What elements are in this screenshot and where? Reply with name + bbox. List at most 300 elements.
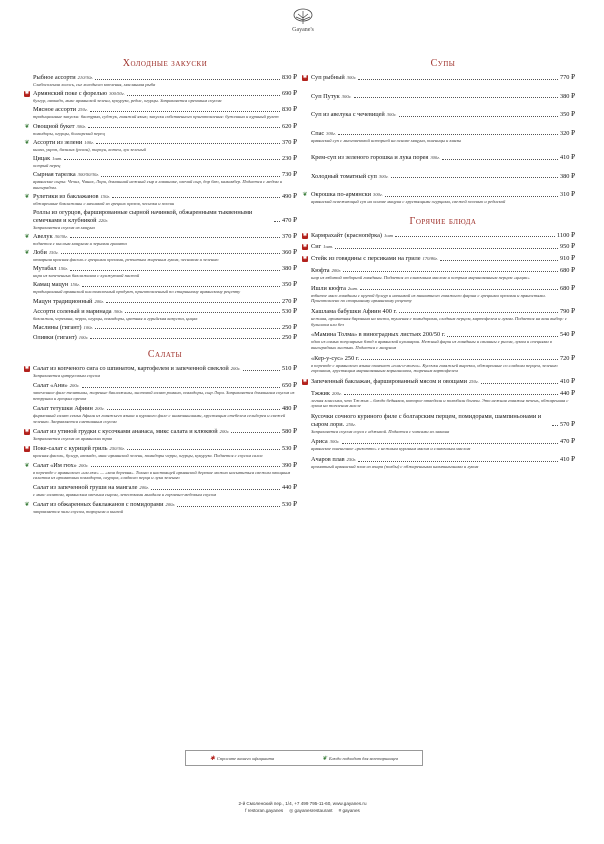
menu-item-line — [33, 382, 297, 390]
menu-item-price: 470 ₽ — [281, 216, 297, 224]
menu-item-line — [33, 462, 297, 470]
menu-item-name: Рыбное ассорти 210/30г. — [33, 74, 94, 81]
menu-item-line — [33, 139, 297, 147]
footer — [180, 800, 425, 814]
menu-item-weight: 100г. — [78, 334, 89, 340]
menu-item-price: 410 ₽ — [559, 154, 575, 162]
menu-item-name: Мясное ассорти 250г. — [33, 106, 88, 114]
menu-item-description: традиционный армянский кисломолочный продукт, приготовленный по старинному армянскому рецепту — [33, 289, 241, 295]
menu-item — [33, 298, 297, 306]
menu-item-weight: 300г. — [430, 155, 441, 161]
menu-item-weight: 300г. — [378, 173, 389, 179]
menu-item — [33, 265, 297, 279]
leader-dots — [243, 370, 280, 371]
leader-dots — [344, 394, 558, 395]
menu-item-description: армянское пшеничное «ризотто» с нежным куриным мясом и сливочным маслом — [311, 446, 471, 452]
menu-item-price: 770 ₽ — [559, 74, 575, 81]
menu-item-price: 350 ₽ — [559, 111, 575, 118]
menu-item-price: 690 ₽ — [281, 90, 297, 98]
menu-item-price: 410 ₽ — [559, 456, 575, 464]
menu-item-description: булгур, авокадо, микс армянской зелени, кукуруза, редис, огурцы. Заправляется ореховым соусом — [33, 98, 222, 104]
menu-item-price: 570 ₽ — [559, 420, 575, 428]
menu-item-weight: 200г. — [69, 383, 80, 389]
leaf-icon: ❦ — [321, 755, 328, 762]
menu-item — [311, 93, 575, 101]
leader-dots — [442, 159, 558, 160]
menu-item-description: отварная красная фасоль с грецкими орехами, репчатым жареным луком, чесноком и зеленью — [33, 256, 219, 262]
instagram-link[interactable]: ◎ gayanesrestaurant — [289, 808, 333, 813]
menu-item — [311, 331, 575, 350]
menu-item-line — [311, 308, 575, 316]
menu-item — [24, 248, 297, 263]
menu-item — [24, 427, 297, 442]
menu-item-price: 580 ₽ — [281, 427, 297, 435]
leader-dots — [385, 196, 558, 197]
menu-item-price: 530 ₽ — [281, 307, 297, 315]
menu-item-weight: 300/50г. — [109, 91, 125, 97]
menu-item-name: Овощной букет 300г. — [33, 122, 87, 130]
menu-item — [311, 285, 575, 304]
leaf-icon: ❦ — [24, 233, 30, 240]
menu-item-name: Оливки (гигант) 100г. — [33, 333, 89, 341]
leaf-icon: ❦ — [24, 139, 30, 146]
leader-dots — [107, 409, 280, 410]
menu-item-line — [33, 249, 297, 257]
menu-item-description: Заправляется соусом соуса с аджикой. Подается с чипсами из лаваша — [311, 428, 450, 434]
menu-item-name: Лоби 150г. — [33, 248, 59, 256]
menu-item — [33, 155, 297, 169]
leader-dots — [399, 116, 558, 117]
menu-item-description: подается с кислым мацуном и зернами граната — [33, 240, 127, 246]
menu-item-name: Окрошка по-армянски 300г. — [311, 191, 383, 199]
menu-item-name: Рулетики из баклажанов 150г. — [33, 192, 111, 200]
menu-item-name: Кармрахайт (краснопёрка) 1шт — [311, 231, 394, 239]
menu-item-line — [311, 232, 575, 240]
menu-item-weight: 200г. — [94, 298, 105, 304]
menu-item-price: 360 ₽ — [281, 248, 297, 256]
menu-item-line — [33, 106, 297, 114]
legend-veg-text: Блюдо подходит для вегетарианцев — [329, 755, 399, 761]
menu-item-line — [33, 334, 297, 342]
menu-item-weight: 300г. — [386, 112, 397, 117]
menu-item-line — [33, 90, 297, 98]
menu-item-price: 440 ₽ — [281, 484, 297, 492]
menu-item-weight: 210/30г. — [77, 75, 94, 80]
menu-item-weight: 200г. — [165, 502, 176, 508]
menu-item-description: баклажан, черемша, черри, огурцы, помидоры, цветная и гурийская капуста, цицак — [33, 315, 198, 321]
chef-mark-icon: ✱ — [24, 91, 30, 97]
leader-dots — [358, 79, 557, 80]
menu-item — [33, 324, 297, 332]
chef-mark-icon: ✱ — [24, 366, 30, 372]
leaf-icon: ❦ — [24, 462, 30, 469]
leader-dots — [125, 312, 280, 313]
leader-dots — [64, 159, 280, 160]
legend-chef-text: Спросите вашего официанта — [216, 755, 275, 761]
menu-item — [302, 191, 575, 205]
social-links — [180, 807, 425, 814]
menu-item-line — [311, 267, 575, 275]
menu-item-description: заправляется чили соусом, тархуном и кинзой — [33, 509, 124, 515]
menu-item — [311, 154, 575, 162]
menu-item-weight: 170/80г. — [422, 256, 439, 262]
menu-item — [24, 90, 297, 104]
menu-item — [33, 74, 297, 88]
menu-item — [302, 74, 575, 82]
legend-veg — [322, 755, 398, 762]
menu-item-line — [311, 74, 575, 82]
legend-chef — [210, 755, 274, 762]
menu-item-description: Заправляется цитрусовым соусом — [33, 373, 100, 379]
menu-item-weight: 150г. — [100, 193, 111, 199]
menu-item-line — [311, 285, 575, 293]
chef-mark-icon: ✱ — [24, 428, 30, 434]
menu-item-weight: 300г. — [76, 123, 87, 129]
menu-item-description: кинза, укроп, базилик (реган), тархун, котем, лук зеленый — [33, 146, 146, 152]
menu-item-name: Маслины (гигант) 100г. — [33, 323, 94, 331]
menu-item-name: Салат «Им гюх» 200г. — [33, 461, 89, 469]
leader-dots — [127, 449, 280, 450]
menu-item-line — [33, 209, 297, 224]
menu-item-line — [33, 428, 297, 436]
menu-item-weight: 1шт — [384, 232, 394, 238]
menu-item-line — [33, 193, 297, 201]
menu-item-price: 350 ₽ — [281, 281, 297, 289]
menu-item-line — [33, 74, 297, 82]
leader-dots — [106, 302, 280, 303]
menu-item-weight: 200г. — [219, 428, 230, 434]
menu-item-price: 470 ₽ — [559, 438, 575, 446]
menu-item-line — [311, 390, 575, 398]
menu-item-name: Салат из копченого сига со шпинатом, картофелем и запеченной свеклой 200г. — [33, 365, 241, 373]
menu-item — [33, 209, 297, 230]
menu-item — [33, 281, 297, 295]
menu-item-description: шар из взбитой отборной говядины. Подается со сливочным маслом и острым маринованным перцем «цицак» — [311, 274, 530, 280]
menu-item-weight: 200г. — [78, 462, 89, 468]
menu-item-price: 510 ₽ — [281, 365, 297, 373]
menu-item-name: Ачаров плав 250г. — [311, 456, 357, 464]
menu-item — [311, 413, 575, 434]
menu-item-description: острый перец — [33, 162, 61, 168]
menu-item — [24, 461, 297, 481]
menu-item-name: Роллы из огурцов, фаршированные сырной начинкой, обжаренными тыквенными семечками и клубникой 220г. — [33, 209, 253, 224]
menu-item-line — [311, 438, 575, 446]
menu-item-name: Крем-суп из зеленого горошка и лука порея 300г. — [311, 154, 441, 162]
menu-item-price: 380 ₽ — [281, 265, 297, 273]
menu-item-price: 370 ₽ — [281, 138, 297, 146]
leader-dots — [440, 260, 558, 261]
menu-item-description: обжаренные баклажаны с начинкой из грецких орехов, чеснока и зелени — [33, 200, 175, 206]
menu-item — [302, 255, 575, 263]
leader-dots — [90, 111, 280, 112]
menu-item — [24, 365, 297, 379]
menu-item — [24, 501, 297, 515]
menu-item-line — [311, 111, 575, 119]
menu-item-price: 530 ₽ — [281, 444, 297, 452]
menu-item — [302, 243, 575, 251]
menu-item-price: 370 ₽ — [281, 232, 297, 240]
menu-item-name: Ариса 300г. — [311, 438, 340, 446]
menu-item — [311, 308, 575, 327]
leader-dots — [82, 286, 280, 287]
cold-appetizers-list — [24, 74, 297, 341]
leaf-icon: ❦ — [24, 502, 30, 509]
menu-item-line — [311, 130, 575, 138]
menu-item-line — [311, 355, 575, 363]
menu-item-description: икра из запеченных баклажанов с кунжутной пастой — [33, 273, 140, 279]
hashtag-link[interactable]: # gayanes — [338, 808, 360, 813]
menu-item-weight: 250г. — [346, 421, 356, 427]
menu-item-price: 270 ₽ — [281, 297, 297, 305]
menu-item-name: Авелук 30/30г. — [33, 232, 68, 240]
leader-dots — [361, 359, 558, 360]
leader-dots — [82, 387, 280, 388]
menu-item-weight: 300г. — [113, 308, 124, 314]
menu-item-price: 480 ₽ — [281, 404, 297, 412]
menu-item-line — [33, 233, 297, 241]
menu-item-price: 380 ₽ — [559, 172, 575, 180]
leader-dots — [88, 127, 280, 128]
menu-item-description: красная фасоль, булгур, авокадо, микс армянской зелени, помидоры черри, огурцы, кукуруза. Подается с соусом салса — [33, 452, 263, 458]
menu-item-price: 790 ₽ — [559, 307, 575, 315]
menu-item-name: Хашлама бабушки Афиин 400 г. — [311, 307, 397, 315]
leader-dots — [177, 506, 280, 507]
menu-item-line — [33, 281, 297, 289]
menu-item-name: Салат тетушки Афиин 200г. — [33, 404, 105, 412]
menu-item-price: 320 ₽ — [559, 129, 575, 137]
menu-item-line — [33, 265, 297, 273]
menu-item-description: нежная, ароматная баранина на кости, тушеная с помидорами, сладким перцем, картофелем и луком. Подается на ваш выбор: с бульоном или без — [311, 315, 567, 327]
menu-item — [33, 171, 297, 190]
menu-item-name: Ассорти соленый и маринада 300г. — [33, 307, 124, 315]
menu-item — [302, 231, 575, 240]
leaf-icon: ❦ — [24, 123, 30, 130]
menu-item-price: 950 ₽ — [559, 243, 575, 251]
tree-icon — [292, 8, 314, 26]
menu-item-line — [33, 501, 297, 509]
menu-item-description: одно из самых популярных блюд в армянской кулинарии. Нежный фарш из говядины и свинины с рисом, луком и специями в виноградных листьях. Подается с мацуном — [311, 339, 552, 350]
chef-mark-icon: ✱ — [302, 232, 308, 238]
menu-item-description: запеченное филе телятины, жареные баклажаны, листовой салат романо, помидоры, сыр Лори. Заправляется домашним соусом из петрушки и грецких орехов — [33, 390, 295, 401]
menu-item-price: 680 ₽ — [559, 284, 575, 292]
leader-dots — [95, 79, 280, 80]
menu-item-line — [33, 155, 297, 163]
section-title-soups: Супы — [430, 58, 456, 69]
menu-item-description: взбитое мясо говядины с крупой булгур и начинкой из пикантного говяжьего фарша с грецкими орехами и пряностями. Приготовлено по старинному армянскому рецепту — [311, 292, 546, 304]
menu-item-price: 390 ₽ — [281, 461, 297, 469]
menu-item-name: Мацун традиционный 200г. — [33, 297, 105, 305]
menu-item-name: Цицак 1шт. — [33, 154, 63, 162]
leader-dots — [358, 461, 558, 462]
leaf-icon: ❦ — [24, 193, 30, 200]
menu-item-weight: 100г. — [83, 324, 94, 330]
menu-item-name: Суп из авелука с чечевицей 300г. — [311, 111, 397, 118]
menu-item-name: Кюфта 200г. — [311, 266, 342, 274]
leader-dots — [338, 134, 558, 135]
menu-item-weight: 300г. — [346, 75, 357, 80]
leader-dots — [90, 338, 280, 339]
menu-item-price: 730 ₽ — [281, 171, 297, 179]
menu-item-weight: 30/30г. — [54, 233, 68, 239]
chef-mark-icon: ✱ — [302, 379, 308, 385]
menu-item-price: 250 ₽ — [281, 323, 297, 331]
leader-dots — [127, 95, 280, 96]
menu-item-description: легкая классика, что Тжжик – блюдо бедняков, которое отведали и полюбили богачи. Это нежная говяжья печень, обжаренная с луком на топленом масле — [311, 397, 569, 409]
menu-item — [302, 378, 575, 386]
leader-dots — [354, 97, 558, 98]
menu-item — [33, 308, 297, 322]
leader-dots — [151, 489, 280, 490]
menu-item-price: 830 ₽ — [281, 106, 297, 114]
menu-item-name: Спас 300г. — [311, 129, 336, 137]
menu-item-weight: 200г. — [139, 485, 150, 491]
menu-item-name: «Кер-у-сус» 250 г. — [311, 354, 360, 362]
menu-item — [33, 382, 297, 401]
leader-dots — [112, 197, 280, 198]
menu-item-price: 440 ₽ — [559, 389, 575, 397]
right-column — [302, 58, 575, 474]
leader-dots — [395, 236, 555, 237]
menu-item-line — [33, 484, 297, 492]
menu-item — [24, 138, 297, 153]
menu-item-line — [33, 171, 297, 179]
menu-item-line — [311, 154, 575, 162]
menu-item-price: 380 ₽ — [559, 92, 575, 100]
menu-item-weight: 220г. — [98, 217, 109, 223]
menu-item-description: армянский суп с многовековой историей на основе мацуна, пшеницы и кинзы — [311, 137, 462, 143]
menu-item-description: традиционные закуски: бастурма, суджук, говяжий язык; закуски собственного приготовления: буженина и куриный рулет — [33, 114, 279, 120]
legend — [185, 750, 423, 766]
menu-item-weight: 2шт. — [347, 285, 359, 291]
leader-dots — [335, 248, 558, 249]
menu-item-description: армянский освежающий суп на основе мацуна с хрустящими огурцами, свежей зеленью и редиской — [311, 199, 506, 205]
menu-item-line — [33, 298, 297, 306]
menu-item-description: ароматный армянский плов из ачара (полбы) с обжаренными шампиньонами и луком — [311, 464, 479, 470]
chef-mark-icon: ✱ — [24, 445, 30, 451]
menu-item-name: Ассорти из зелени 100г. — [33, 138, 95, 146]
menu-item-name: Камац мацун 150г. — [33, 281, 80, 289]
menu-item-line — [33, 324, 297, 332]
leader-dots — [274, 221, 280, 222]
menu-item-line — [33, 405, 297, 413]
menu-item-name: Сырная тарелка 300/50/30г. — [33, 171, 100, 179]
menu-item-description: помидоры, огурцы, болгарский перец — [33, 130, 105, 136]
menu-item-weight: 150г. — [70, 282, 80, 288]
chef-mark-icon: ✱ — [302, 244, 308, 250]
soups-list — [302, 74, 575, 205]
menu-item-name: Запеченный баклажан, фаршированный мясом и овощами 250г. — [311, 378, 479, 386]
menu-item-price: 680 ₽ — [559, 266, 575, 274]
menu-item-line — [33, 365, 297, 373]
menu-item-description: в переводе с армянского «им гюх» — «моя деревня». Только в настоящей армянской деревне можно насытиться свежим овощным салатом из ароматных помидоров, огурцов, сладкого перца и лука зеленью — [33, 469, 291, 481]
footer-address: 2-й Смоленский пер., 1/4, +7 499 795-11-60, www.gayanes.ru — [238, 801, 367, 806]
menu-item-name: Салат из утиной грудки с кусочками ананаса, микс салата и клюквой 200г. — [33, 427, 230, 435]
leader-dots — [70, 270, 280, 271]
menu-item-description: фирменный салат семьи Афиин из говяжьего языка и куриного филе с шампиньонами, хрустящим стебелем сельдерея и свежей зеленью. Заправляется сметанным соусом — [33, 412, 286, 424]
menu-item — [311, 130, 575, 144]
menu-item-line — [311, 173, 575, 181]
menu-item-weight: 250г. — [346, 457, 357, 463]
menu-item-price: 720 ₽ — [559, 354, 575, 362]
menu-item-line — [33, 445, 297, 453]
leader-dots — [360, 289, 558, 290]
menu-item — [24, 232, 297, 247]
menu-item-price: 410 ₽ — [559, 378, 575, 386]
menu-item-line — [311, 243, 575, 251]
menu-item — [24, 444, 297, 459]
leader-dots — [343, 271, 558, 272]
menu-item-description: Заправляется соусом из армянских трав — [33, 435, 113, 441]
menu-item-price: 310 ₽ — [559, 191, 575, 199]
menu-item-price: 910 ₽ — [559, 255, 575, 263]
leader-dots — [481, 383, 558, 384]
salads-list — [24, 365, 297, 515]
chef-mark-icon: ✱ — [302, 75, 308, 80]
menu-item-line — [311, 413, 575, 428]
facebook-link[interactable]: f restoran.gayanes — [245, 808, 284, 813]
menu-item-weight: 300г. — [326, 130, 336, 136]
menu-item-description: Заправляется соусом из мацуна — [33, 224, 95, 230]
menu-item-weight: 200г. — [331, 267, 342, 273]
menu-item-name: Армянский поке с форелью 300/50г. — [33, 90, 125, 98]
menu-item-description: с микс салатом, армянским овечьим сыром, лепестками миндаля и горчично-медовым соусом — [33, 492, 217, 498]
leader-dots — [447, 336, 558, 337]
menu-item-name: Суп рыбный 300г. — [311, 74, 357, 81]
menu-item-name: Холодный томатный суп 300г. — [311, 172, 389, 180]
menu-item-weight: 200г. — [331, 390, 342, 396]
menu-item — [311, 390, 575, 409]
section-title-cold: Холодные закуски — [122, 58, 208, 69]
menu-item — [33, 106, 297, 120]
menu-item-line — [311, 255, 575, 263]
menu-item-weight: 300г. — [329, 439, 340, 445]
chef-mark-icon: ✱ — [302, 256, 308, 262]
menu-item-name: Суп Путук 300г. — [311, 92, 352, 100]
menu-item — [311, 267, 575, 281]
left-column — [24, 58, 297, 518]
menu-item-weight: 150г. — [48, 249, 59, 255]
menu-item-line — [311, 456, 575, 464]
menu-item-price: 230 ₽ — [281, 154, 297, 162]
logo — [283, 8, 323, 33]
leader-dots — [552, 425, 558, 426]
leader-dots — [70, 237, 280, 238]
leader-dots — [231, 432, 280, 433]
menu-item-weight: 1шт. — [52, 155, 63, 161]
menu-item — [33, 405, 297, 424]
menu-item — [311, 456, 575, 470]
leader-dots — [101, 176, 280, 177]
leaf-icon: ❦ — [24, 249, 30, 256]
menu-item-description: Слабосоленая лосось, сиг холодного копчения, маслянная рыба — [33, 82, 156, 87]
menu-item-line — [311, 191, 575, 199]
leader-dots — [342, 443, 558, 444]
menu-item-name: Мутабал 150г. — [33, 265, 69, 273]
leaf-icon: ❦ — [302, 192, 308, 199]
menu-item-weight: 200г. — [230, 366, 241, 372]
menu-item-name: Поке-салат с курицей гриль 250/30г. — [33, 444, 126, 452]
menu-item-name: Кусочки сочного куриного филе с болгарским перцем, помидорами, шампиньонами и сыром лори. 250г. — [311, 413, 542, 428]
hot-dishes-list — [302, 231, 575, 470]
menu-item — [24, 122, 297, 137]
menu-item-price: 250 ₽ — [281, 333, 297, 341]
menu-item-name: Ишли кюфта 2шт. — [311, 284, 359, 292]
section-title-hot: Горячие блюда — [409, 215, 477, 227]
menu-item-price: 490 ₽ — [281, 192, 297, 200]
menu-item-line — [33, 308, 297, 316]
menu-item-name: Салат из запеченной груши на мангале 200г. — [33, 484, 150, 492]
menu-item-price: 530 ₽ — [281, 501, 297, 509]
